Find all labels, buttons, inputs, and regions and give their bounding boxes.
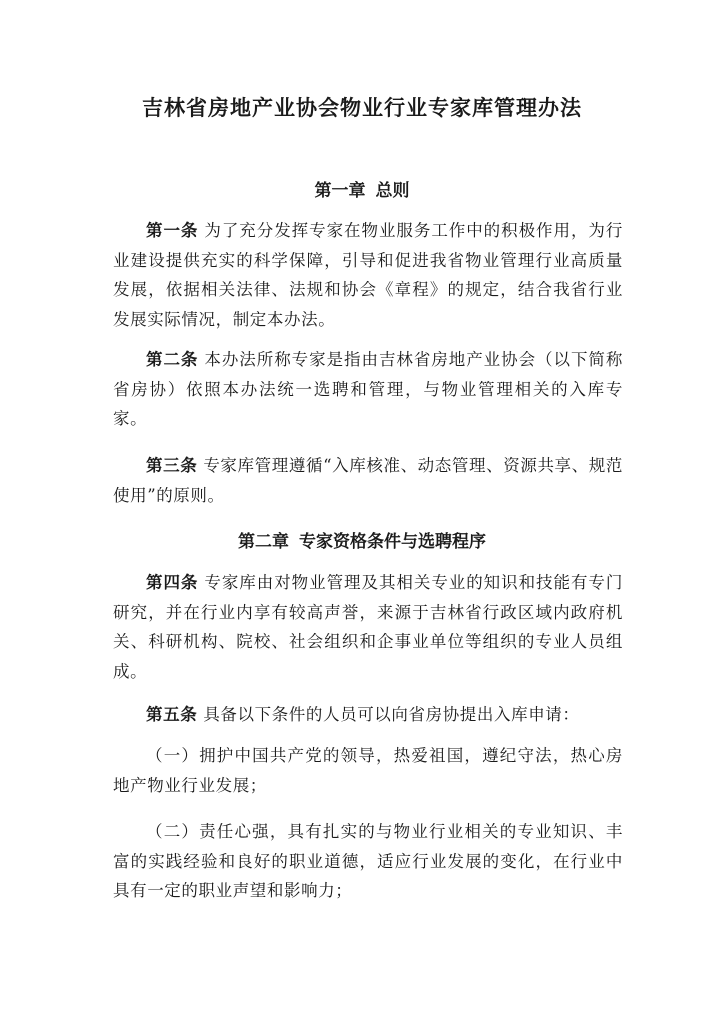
chapter-number: 第一章 bbox=[314, 181, 366, 201]
article-text: 为了充分发挥专家在物业服务工作中的积极作用，为行业建设提供充实的科学保障，引导和促进我省物业管理行业高质量发展，依据相关法律、法规和协会《章程》的规定，结合我省行业发展实际情况，制定本办法。 bbox=[113, 221, 623, 329]
article-text: 专家库由对物业管理及其相关专业的知识和技能有专门研究，并在行业内享有较高声誉，来源于吉林省行政区域内政府机关、科研机构、院校、社会组织和企事业单位等组织的专业人员组成。 bbox=[113, 573, 623, 681]
document-title: 吉林省房地产业协会物业行业专家库管理办法 bbox=[142, 96, 582, 120]
article-paragraph bbox=[113, 700, 623, 730]
article-text: 专家库管理遵循“入库核准、动态管理、资源共享、规范使用”的原则。 bbox=[113, 456, 623, 505]
article-paragraph bbox=[113, 216, 623, 334]
list-item: （二）责任心强，具有扎实的与物业行业相关的专业知识、丰富的实践经验和良好的职业道德，适应行业发展的变化，在行业中具有一定的职业声望和影响力； bbox=[113, 822, 623, 900]
list-item: （一）拥护中国共产党的领导，热爱祖国，遵纪守法，热心房地产物业行业发展； bbox=[113, 746, 623, 795]
chapter-heading bbox=[0, 527, 724, 552]
chapter-heading bbox=[0, 176, 724, 201]
article-paragraph bbox=[113, 451, 623, 510]
article-label: 第三条 bbox=[146, 456, 198, 475]
article-paragraph bbox=[113, 568, 623, 686]
article-text: 具备以下条件的人员可以向省房协提出入库申请： bbox=[203, 705, 580, 724]
article-label: 第一条 bbox=[146, 221, 199, 240]
article-label: 第四条 bbox=[146, 573, 199, 592]
chapter-name: 总则 bbox=[375, 181, 410, 201]
chapter-number: 第二章 bbox=[238, 532, 289, 552]
article-label: 第二条 bbox=[146, 350, 199, 369]
chapter-name: 专家资格条件与选聘程序 bbox=[299, 532, 486, 552]
article-label: 第五条 bbox=[146, 705, 198, 724]
article-paragraph bbox=[113, 345, 623, 434]
article-text: 本办法所称专家是指由吉林省房地产业协会（以下简称省房协）依照本办法统一选聘和管理，与物业管理相关的入库专家。 bbox=[113, 350, 623, 428]
